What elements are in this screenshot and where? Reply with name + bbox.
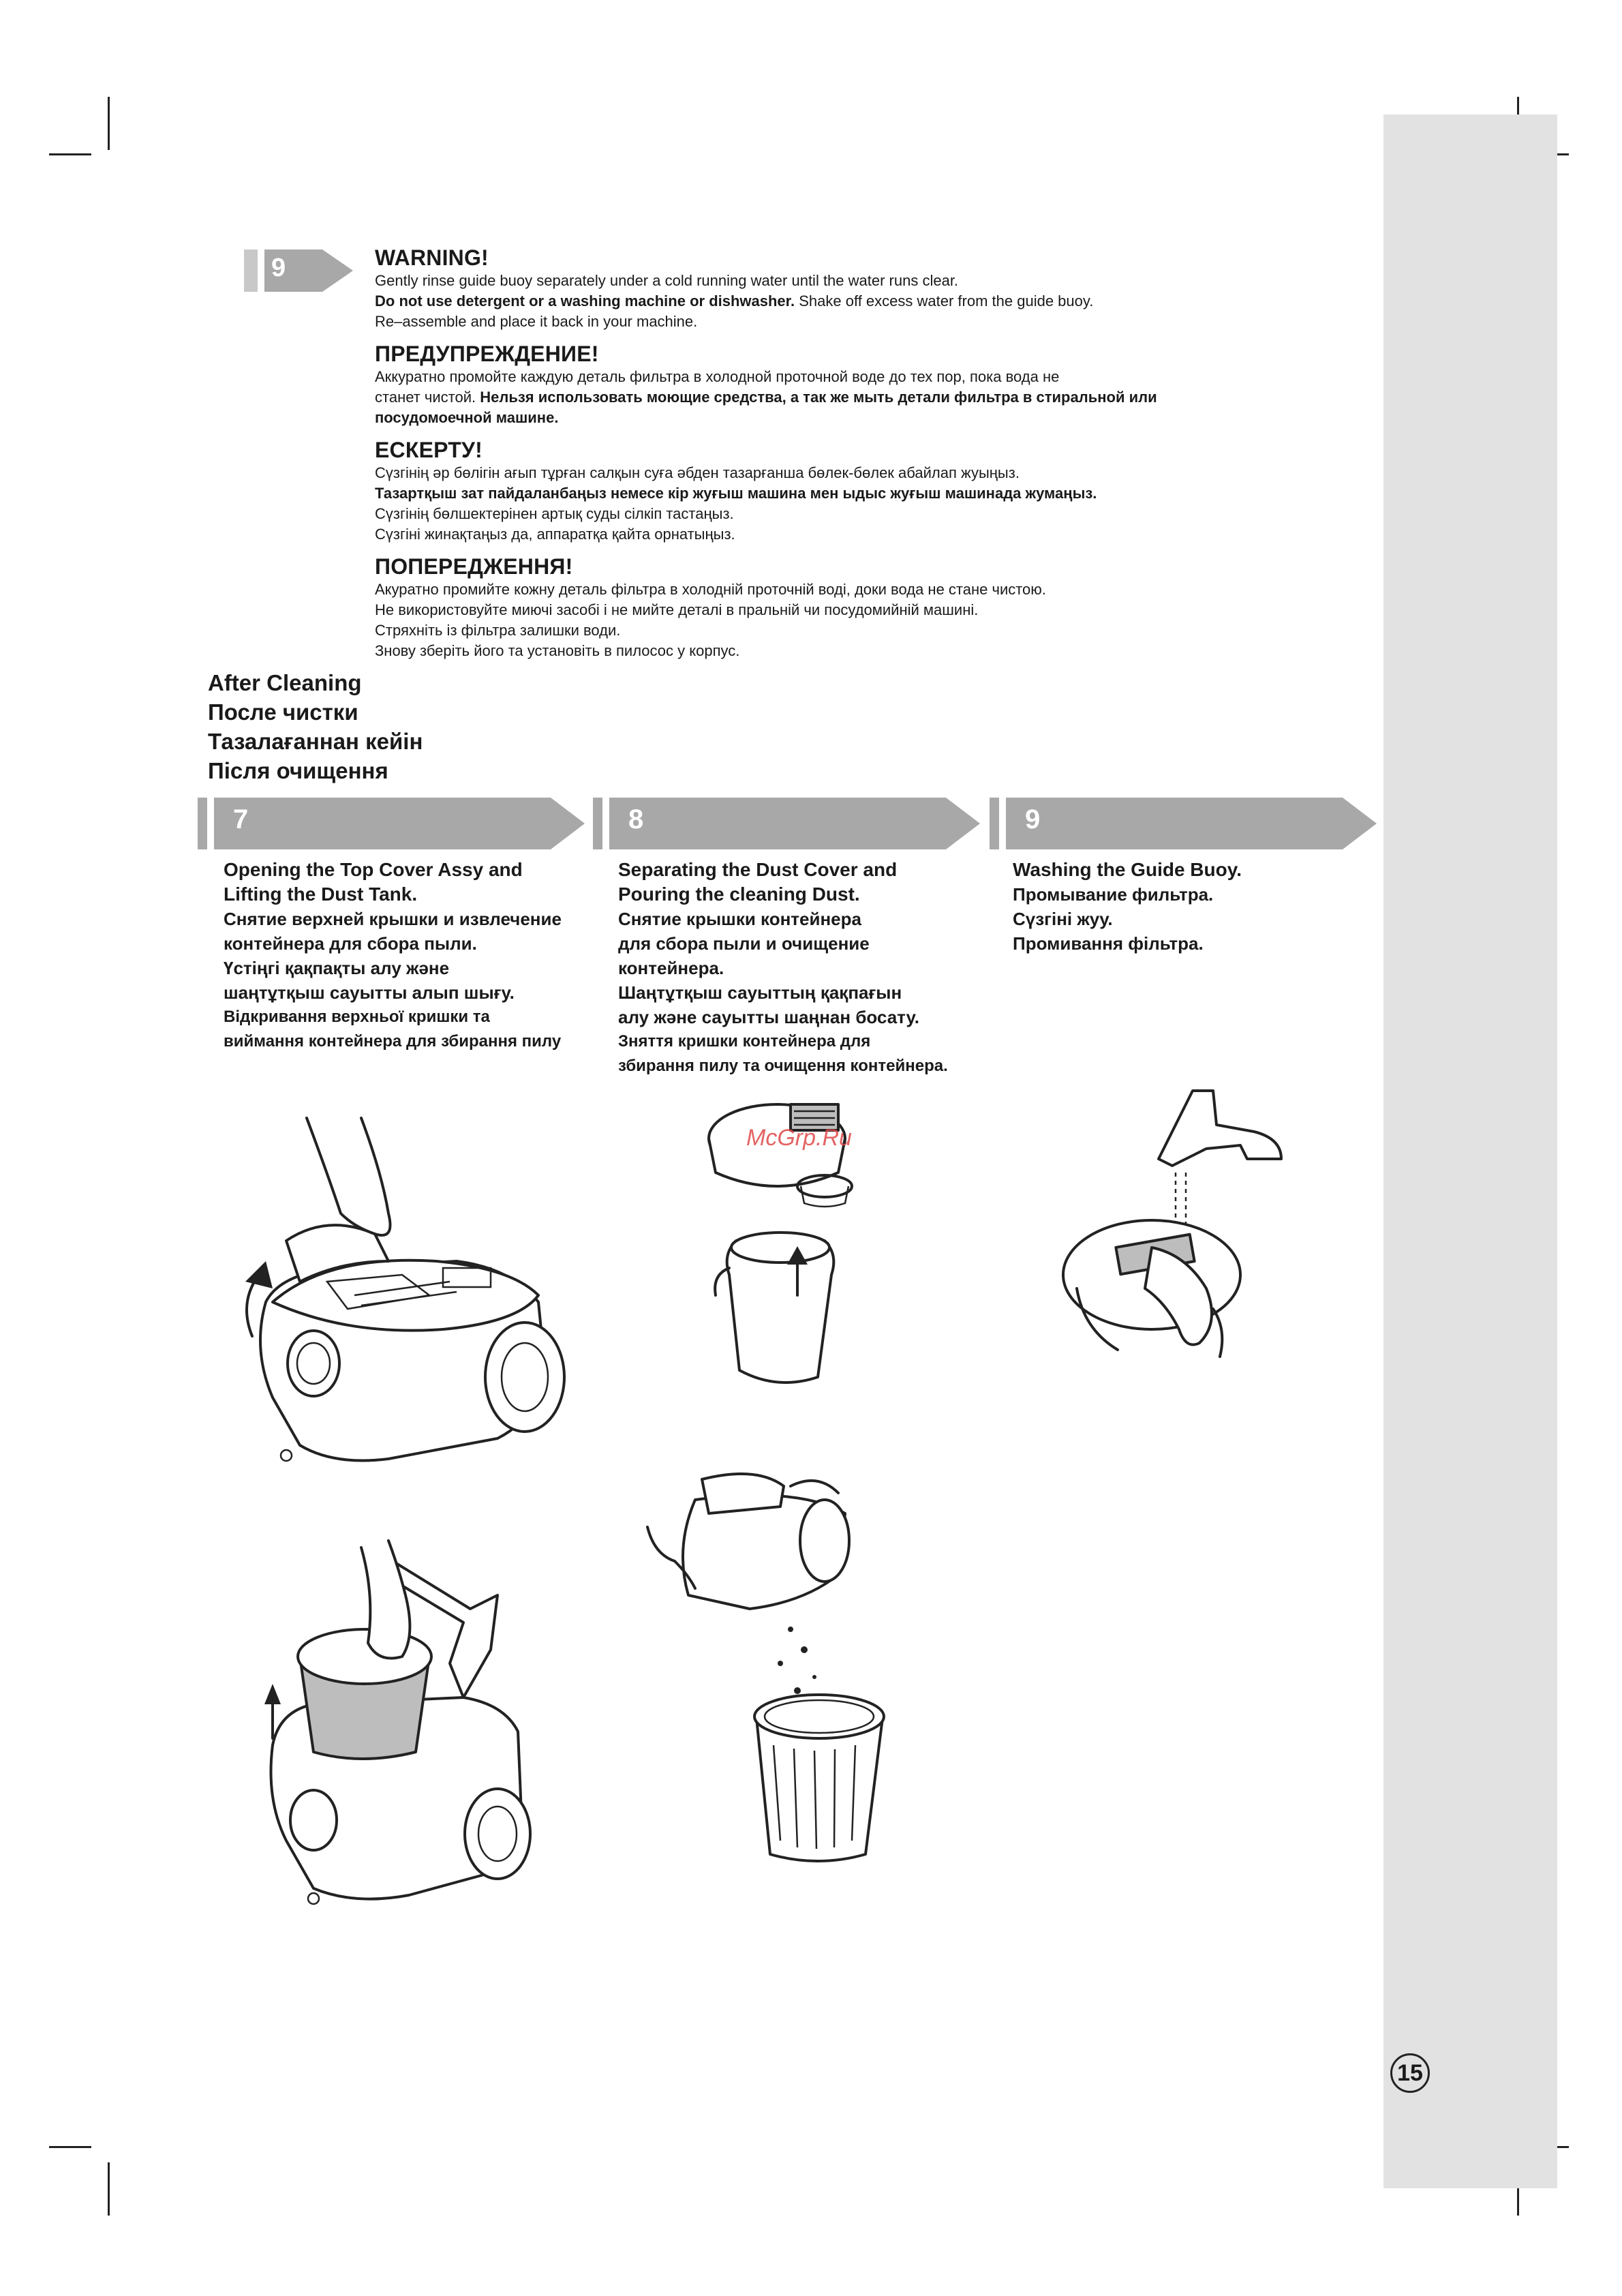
- step-7-text: [224, 858, 592, 1054]
- warning-kk-line2: Тазартқыш зат пайдаланбаңыз немесе кір жуғыш машина мен ыдыс жуғыш машинада жумаңыз.: [375, 485, 1097, 502]
- step-8-text: [618, 858, 990, 1078]
- warning-uk-line1: Акуратно промийте кожну деталь фільтра в холодній проточній воді, доки вода не стане чистою.: [375, 581, 1046, 598]
- badge-arrow-shape: [244, 250, 353, 292]
- warning-ru-line1: Аккуратно промойте каждую деталь фильтра в холодной проточной воде до тех пор, пока вода не: [375, 368, 1060, 385]
- warning-uk: [375, 554, 1383, 661]
- after-cleaning-ru: После чистки: [208, 699, 358, 725]
- after-cleaning-uk: Після очищення: [208, 758, 388, 783]
- after-cleaning-heading: [208, 668, 423, 785]
- crop-mark: [49, 2146, 91, 2148]
- after-cleaning-kk: Тазалағаннан кейін: [208, 729, 423, 754]
- illustration-lift-dust-tank: [259, 1527, 545, 1909]
- step-7-line: виймання контейнера для збирання пилу: [224, 1032, 562, 1051]
- illustration-open-top-cover: [225, 1077, 593, 1479]
- warning-kk-line3: Сүзгінің бөлшектерінен артық суды сілкіп тастаңыз.: [375, 505, 734, 522]
- page-number: 15: [1390, 2053, 1430, 2093]
- step-7-line: Lifting the Dust Tank.: [224, 883, 418, 905]
- step-7-line: Opening the Top Cover Assy and: [224, 859, 523, 880]
- step-7-line: контейнера для сбора пыли.: [224, 933, 477, 954]
- crop-mark: [49, 153, 91, 155]
- step-9-line: Washing the Guide Buoy.: [1013, 859, 1242, 880]
- warning-title-uk: ПОПЕРЕДЖЕННЯ!: [375, 554, 573, 579]
- step-8-bar: [593, 798, 980, 849]
- step-9-line: Промивання фільтра.: [1013, 933, 1204, 954]
- warning-block: [375, 245, 1383, 671]
- step-9-text: [1013, 858, 1367, 956]
- step-8-line: для сбора пыли и очищение: [618, 933, 870, 954]
- step-9-bar: [990, 798, 1377, 849]
- warning-uk-line4: Знову зберіть його та установіть в пилосос у корпус.: [375, 642, 740, 659]
- warning-title-kk: ЕСКЕРТУ!: [375, 438, 483, 462]
- step-7-number: 7: [233, 804, 249, 834]
- step-9-number: 9: [1025, 804, 1041, 834]
- step-7-line: Відкривання верхньої кришки та: [224, 1008, 490, 1026]
- warning-kk: [375, 438, 1383, 545]
- step-arrow-shape: [990, 798, 1377, 849]
- warning-kk-line1: Сүзгінің әр бөлігін ағып тұрған салқын суға әбден тазарғанша бөлек-бөлек абайлап жуыңыз.: [375, 464, 1020, 481]
- warning-en-line3: Re–assemble and place it back in your machine.: [375, 313, 698, 330]
- illustration-wash-guide-buoy: [1050, 1084, 1295, 1398]
- warning-ru: [375, 342, 1383, 428]
- step-7-line: шаңтұтқыш сауытты алып шығу.: [224, 982, 515, 1003]
- step-9-line: Сүзгіні жуу.: [1013, 909, 1113, 929]
- step-8-line: контейнера.: [618, 958, 724, 978]
- step-8-line: алу және сауытты шаңнан босату.: [618, 1007, 919, 1027]
- step-8-line: Pouring the cleaning Dust.: [618, 883, 860, 905]
- warning-en-line2: Do not use detergent or a washing machine or dishwasher. Shake off excess water from the guide buoy.: [375, 292, 1094, 309]
- warning-step-badge: [244, 250, 353, 292]
- illustration-pour-dust: [634, 1459, 934, 1868]
- warning-en: [375, 245, 1383, 332]
- step-8-line: Separating the Dust Cover and: [618, 859, 898, 880]
- warning-step-number: 9: [271, 254, 286, 282]
- step-8-number: 8: [628, 804, 644, 834]
- step-7-bar: [198, 798, 585, 849]
- step-7-line: Үстіңгі қақпақты алу және: [224, 958, 450, 978]
- warning-kk-line4: Сүзгіні жинақтаңыз да, аппаратқа қайта орнатыңыз.: [375, 526, 735, 543]
- step-arrow-shape: [593, 798, 980, 849]
- warning-ru-line3: посудомоечной машине.: [375, 409, 559, 426]
- warning-uk-line2: Не використовуйте миючі засобі і не мийте деталі в пральній чи посудомийній машині.: [375, 601, 979, 618]
- step-8-line: Шаңтұтқыш сауыттың қақпағын: [618, 982, 902, 1003]
- crop-mark: [108, 2162, 110, 2216]
- warning-title-ru: ПРЕДУПРЕЖДЕНИЕ!: [375, 342, 599, 366]
- page-sidebar: [1383, 115, 1557, 2188]
- step-9-line: Промывание фильтра.: [1013, 884, 1214, 905]
- step-8-line: збирання пилу та очищення контейнера.: [618, 1057, 948, 1075]
- step-8-line: Снятие крышки контейнера: [618, 909, 861, 929]
- after-cleaning-en: After Cleaning: [208, 670, 362, 695]
- crop-mark: [108, 97, 110, 150]
- warning-title-en: WARNING!: [375, 245, 489, 270]
- step-8-line: Зняття кришки контейнера для: [618, 1032, 871, 1051]
- warning-uk-line3: Стряхніть із фільтра залишки води.: [375, 622, 621, 639]
- step-7-line: Снятие верхней крышки и извлечение: [224, 909, 562, 929]
- watermark-text: McGrp.Ru: [746, 1125, 852, 1151]
- warning-en-line1: Gently rinse guide buoy separately under a cold running water until the water runs clear.: [375, 272, 959, 289]
- step-arrow-shape: [198, 798, 585, 849]
- warning-ru-line2: станет чистой. Нельзя использовать моющие средства, а так же мыть детали фильтра в стиральной или: [375, 389, 1157, 406]
